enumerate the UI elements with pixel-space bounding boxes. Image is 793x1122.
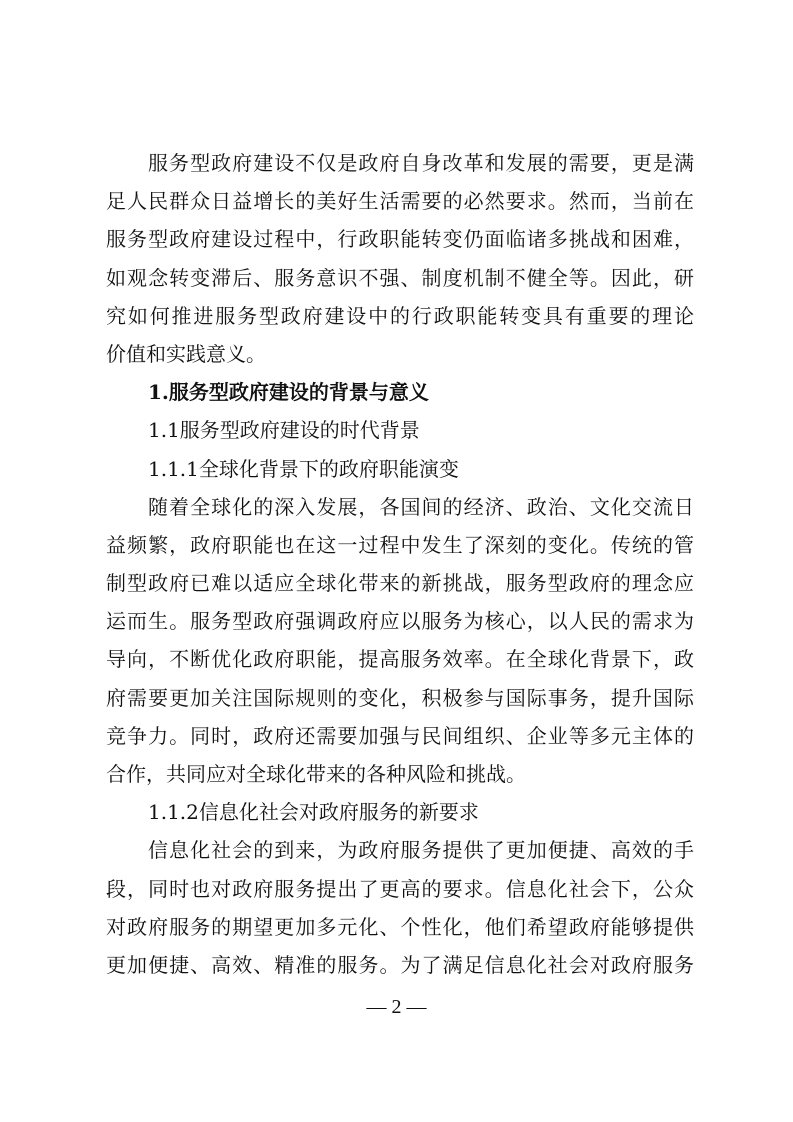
text-line: 段，同时也对政府服务提出了更高的要求。信息化社会下，公众 — [106, 876, 694, 901]
text-line: 府需要更加关注国际规则的变化，积极参与国际事务，提升国际 — [106, 685, 694, 710]
text-line: 价值和实践意义。 — [106, 341, 266, 366]
text-line: 足人民群众日益增长的美好生活需要的必然要求。然而，当前在 — [106, 189, 694, 214]
document-body — [106, 144, 694, 984]
page-number: — 2 — — [366, 996, 427, 1018]
section-heading-1-1-2: 1.1.2信息化社会对政府服务的新要求 — [148, 800, 479, 825]
text-line: 信息化社会的到来，为政府服务提供了更加便捷、高效的手 — [148, 838, 694, 863]
paragraph-information-society — [106, 831, 694, 984]
text-line: 究如何推进服务型政府建设中的行政职能转变具有重要的理论 — [106, 303, 694, 328]
text-line: 对政府服务的期望更加多元化、个性化，他们希望政府能够提供 — [106, 914, 694, 939]
section-heading-1: 1.服务型政府建设的背景与意义 — [148, 380, 429, 405]
paragraph-intro — [106, 144, 694, 373]
section-heading-1-1-1: 1.1.1全球化背景下的政府职能演变 — [148, 456, 459, 481]
text-line: 竞争力。同时，政府还需要加强与民间组织、企业等多元主体的 — [106, 723, 694, 748]
text-line: 更加便捷、高效、精准的服务。为了满足信息化社会对政府服务 — [106, 952, 694, 977]
paragraph-globalization — [106, 488, 694, 794]
text-line: 随着全球化的深入发展，各国间的经济、政治、文化交流日 — [148, 494, 694, 519]
section-heading-1-1: 1.1服务型政府建设的时代背景 — [148, 418, 420, 443]
text-line: 导向，不断优化政府职能，提高服务效率。在全球化背景下，政 — [106, 647, 694, 672]
text-line: 制型政府已难以适应全球化带来的新挑战，服务型政府的理念应 — [106, 571, 694, 596]
text-line: 如观念转变滞后、服务意识不强、制度机制不健全等。因此，研 — [106, 265, 694, 290]
text-line: 服务型政府建设过程中，行政职能转变仍面临诸多挑战和困难， — [106, 227, 694, 252]
text-line: 合作，共同应对全球化带来的各种风险和挑战。 — [106, 762, 526, 786]
text-line: 益频繁，政府职能也在这一过程中发生了深刻的变化。传统的管 — [106, 532, 694, 557]
text-line: 运而生。服务型政府强调政府应以服务为核心，以人民的需求为 — [106, 609, 694, 634]
text-line: 服务型政府建设不仅是政府自身改革和发展的需要，更是满 — [148, 151, 694, 175]
